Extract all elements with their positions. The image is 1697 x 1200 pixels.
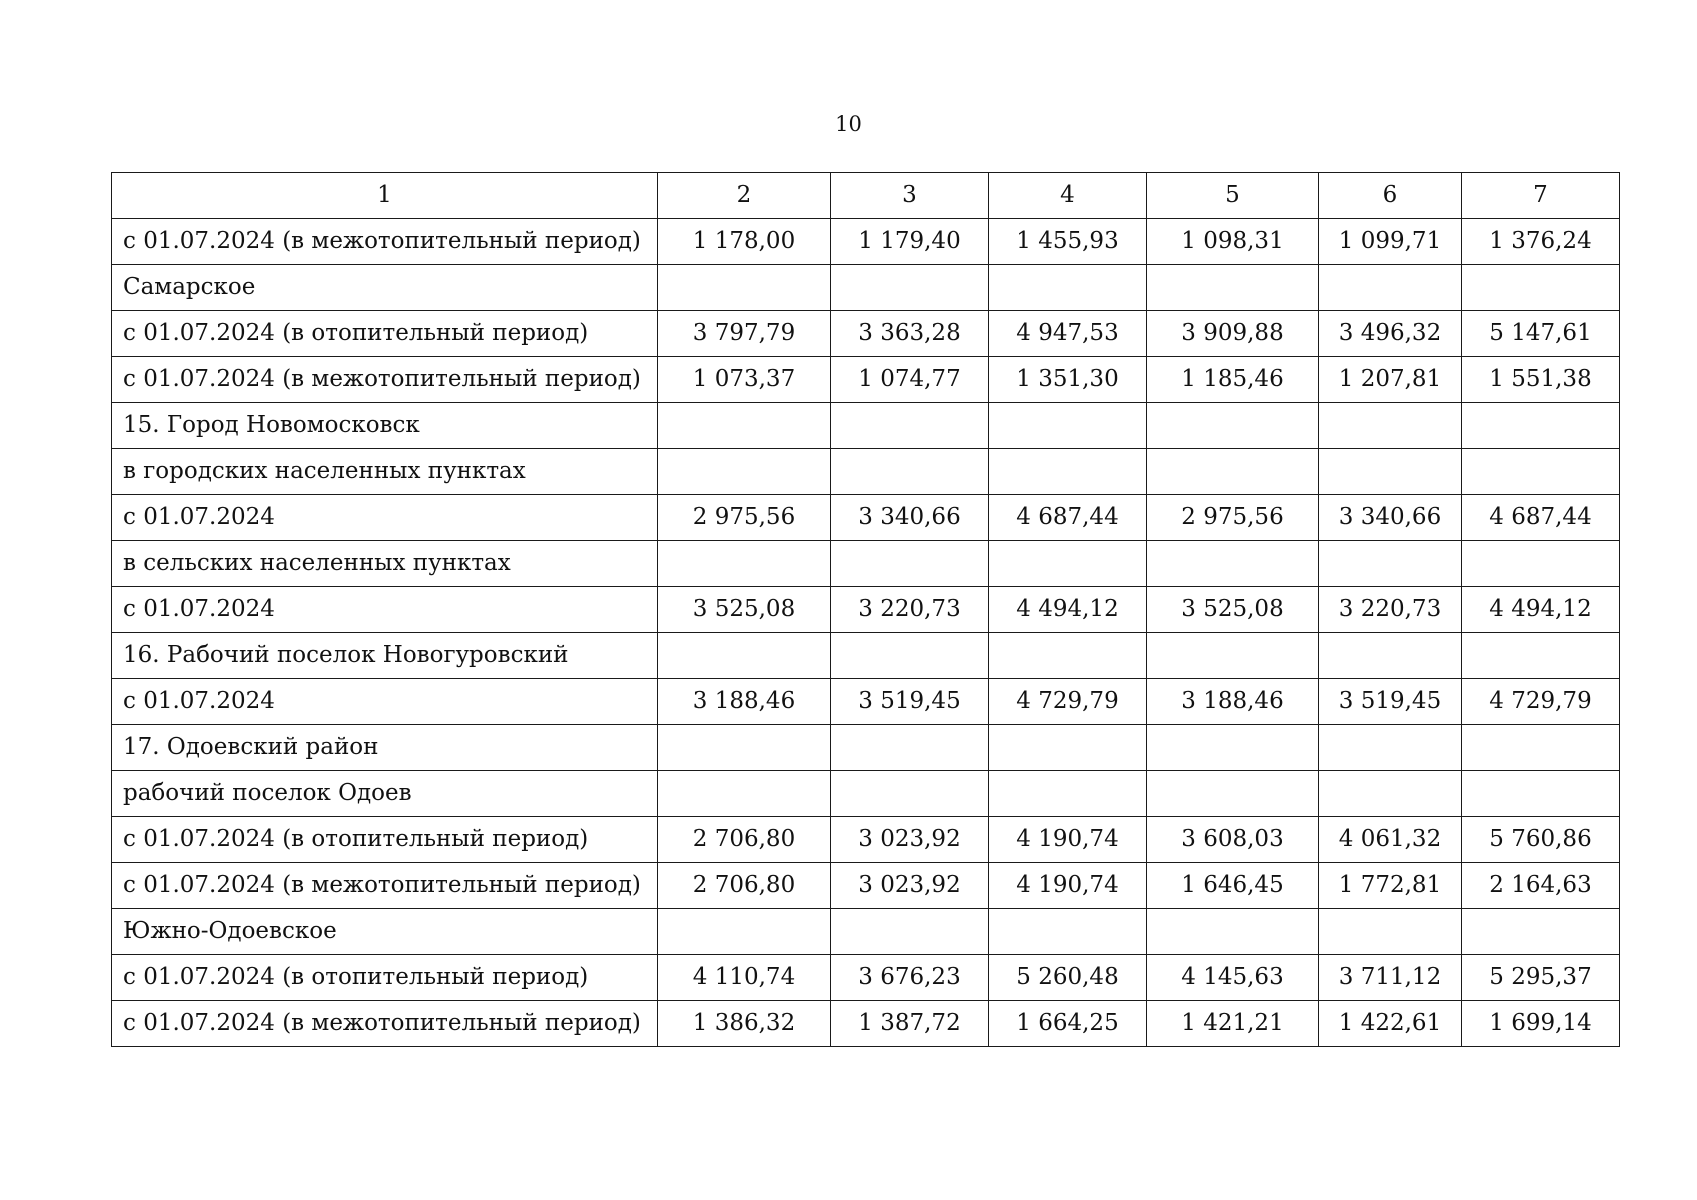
table-row xyxy=(112,863,1620,909)
value-cell xyxy=(658,541,831,587)
column-number-header: 5 xyxy=(1147,173,1319,219)
row-label-cell: 17. Одоевский район xyxy=(112,725,658,771)
value-cell: 4 494,12 xyxy=(1462,587,1620,633)
value-cell xyxy=(1462,449,1620,495)
value-cell: 1 178,00 xyxy=(658,219,831,265)
row-label-cell: с 01.07.2024 (в межотопительный период) xyxy=(112,1001,658,1047)
value-cell xyxy=(1462,403,1620,449)
value-cell xyxy=(1147,725,1319,771)
row-label-cell: с 01.07.2024 xyxy=(112,587,658,633)
table-row xyxy=(112,357,1620,403)
value-cell xyxy=(1462,909,1620,955)
value-cell: 4 729,79 xyxy=(989,679,1147,725)
value-cell xyxy=(1147,771,1319,817)
value-cell xyxy=(831,403,989,449)
value-cell xyxy=(1319,541,1462,587)
value-cell xyxy=(658,633,831,679)
value-cell xyxy=(989,725,1147,771)
row-label-cell: с 01.07.2024 xyxy=(112,679,658,725)
value-cell: 5 295,37 xyxy=(1462,955,1620,1001)
value-cell: 1 421,21 xyxy=(1147,1001,1319,1047)
value-cell: 3 525,08 xyxy=(1147,587,1319,633)
row-label-cell: с 01.07.2024 (в отопительный период) xyxy=(112,955,658,1001)
value-cell: 1 772,81 xyxy=(1319,863,1462,909)
value-cell xyxy=(831,725,989,771)
value-cell xyxy=(1319,909,1462,955)
value-cell: 3 023,92 xyxy=(831,863,989,909)
column-number-header: 6 xyxy=(1319,173,1462,219)
value-cell: 3 340,66 xyxy=(831,495,989,541)
value-cell: 1 551,38 xyxy=(1462,357,1620,403)
value-cell: 3 519,45 xyxy=(831,679,989,725)
table-row xyxy=(112,1001,1620,1047)
table-row xyxy=(112,311,1620,357)
value-cell xyxy=(989,403,1147,449)
value-cell: 1 386,32 xyxy=(658,1001,831,1047)
value-cell xyxy=(1462,633,1620,679)
value-cell: 3 608,03 xyxy=(1147,817,1319,863)
table-body xyxy=(112,173,1620,1047)
value-cell: 4 729,79 xyxy=(1462,679,1620,725)
value-cell: 1 646,45 xyxy=(1147,863,1319,909)
value-cell: 3 525,08 xyxy=(658,587,831,633)
table-row xyxy=(112,541,1620,587)
table-row xyxy=(112,403,1620,449)
value-cell xyxy=(1147,541,1319,587)
row-label-cell: с 01.07.2024 (в межотопительный период) xyxy=(112,357,658,403)
value-cell: 4 687,44 xyxy=(1462,495,1620,541)
value-cell: 2 975,56 xyxy=(1147,495,1319,541)
value-cell xyxy=(1147,403,1319,449)
value-cell: 4 190,74 xyxy=(989,863,1147,909)
value-cell: 2 975,56 xyxy=(658,495,831,541)
value-cell xyxy=(831,771,989,817)
column-number-header: 1 xyxy=(112,173,658,219)
table-row xyxy=(112,633,1620,679)
value-cell: 4 494,12 xyxy=(989,587,1147,633)
value-cell xyxy=(989,449,1147,495)
value-cell: 4 110,74 xyxy=(658,955,831,1001)
value-cell: 3 023,92 xyxy=(831,817,989,863)
row-label-cell: с 01.07.2024 xyxy=(112,495,658,541)
value-cell xyxy=(1319,725,1462,771)
value-cell xyxy=(1462,771,1620,817)
value-cell xyxy=(831,909,989,955)
value-cell: 4 145,63 xyxy=(1147,955,1319,1001)
value-cell: 3 519,45 xyxy=(1319,679,1462,725)
value-cell xyxy=(1319,403,1462,449)
value-cell xyxy=(1319,633,1462,679)
value-cell xyxy=(831,541,989,587)
value-cell: 2 706,80 xyxy=(658,817,831,863)
row-label-cell: в сельских населенных пунктах xyxy=(112,541,658,587)
value-cell: 3 676,23 xyxy=(831,955,989,1001)
value-cell xyxy=(989,909,1147,955)
table-row xyxy=(112,955,1620,1001)
value-cell: 1 179,40 xyxy=(831,219,989,265)
value-cell xyxy=(989,541,1147,587)
value-cell xyxy=(658,403,831,449)
value-cell xyxy=(831,265,989,311)
value-cell: 5 760,86 xyxy=(1462,817,1620,863)
value-cell xyxy=(658,909,831,955)
table-row xyxy=(112,679,1620,725)
value-cell: 1 099,71 xyxy=(1319,219,1462,265)
value-cell: 3 188,46 xyxy=(1147,679,1319,725)
value-cell xyxy=(989,771,1147,817)
value-cell: 2 706,80 xyxy=(658,863,831,909)
row-label-cell: с 01.07.2024 (в отопительный период) xyxy=(112,817,658,863)
value-cell xyxy=(1319,771,1462,817)
value-cell: 5 147,61 xyxy=(1462,311,1620,357)
row-label-cell: с 01.07.2024 (в межотопительный период) xyxy=(112,219,658,265)
value-cell: 1 073,37 xyxy=(658,357,831,403)
value-cell xyxy=(989,633,1147,679)
row-label-cell: с 01.07.2024 (в отопительный период) xyxy=(112,311,658,357)
value-cell: 4 061,32 xyxy=(1319,817,1462,863)
table-row xyxy=(112,219,1620,265)
value-cell xyxy=(831,633,989,679)
value-cell: 1 185,46 xyxy=(1147,357,1319,403)
row-label-cell: в городских населенных пунктах xyxy=(112,449,658,495)
value-cell xyxy=(1147,633,1319,679)
row-label-cell: 15. Город Новомосковск xyxy=(112,403,658,449)
table-header-row xyxy=(112,173,1620,219)
table-row xyxy=(112,725,1620,771)
row-label-cell: 16. Рабочий поселок Новогуровский xyxy=(112,633,658,679)
value-cell xyxy=(831,449,989,495)
value-cell xyxy=(658,265,831,311)
value-cell xyxy=(989,265,1147,311)
value-cell xyxy=(658,449,831,495)
row-label-cell: рабочий поселок Одоев xyxy=(112,771,658,817)
column-number-header: 7 xyxy=(1462,173,1620,219)
value-cell: 1 098,31 xyxy=(1147,219,1319,265)
value-cell: 3 909,88 xyxy=(1147,311,1319,357)
value-cell: 1 074,77 xyxy=(831,357,989,403)
value-cell: 4 687,44 xyxy=(989,495,1147,541)
value-cell: 3 340,66 xyxy=(1319,495,1462,541)
value-cell: 4 947,53 xyxy=(989,311,1147,357)
value-cell xyxy=(1319,449,1462,495)
table-row xyxy=(112,587,1620,633)
value-cell xyxy=(1147,265,1319,311)
value-cell: 3 496,32 xyxy=(1319,311,1462,357)
value-cell xyxy=(1147,449,1319,495)
value-cell xyxy=(658,771,831,817)
table-row xyxy=(112,265,1620,311)
value-cell: 3 363,28 xyxy=(831,311,989,357)
value-cell xyxy=(1462,725,1620,771)
tariff-table xyxy=(111,172,1620,1047)
row-label-cell: с 01.07.2024 (в межотопительный период) xyxy=(112,863,658,909)
value-cell: 5 260,48 xyxy=(989,955,1147,1001)
value-cell xyxy=(658,725,831,771)
page-number: 10 xyxy=(835,112,862,136)
value-cell: 1 207,81 xyxy=(1319,357,1462,403)
value-cell xyxy=(1319,265,1462,311)
value-cell: 1 351,30 xyxy=(989,357,1147,403)
value-cell: 1 699,14 xyxy=(1462,1001,1620,1047)
column-number-header: 4 xyxy=(989,173,1147,219)
value-cell: 4 190,74 xyxy=(989,817,1147,863)
table-row xyxy=(112,771,1620,817)
value-cell: 1 455,93 xyxy=(989,219,1147,265)
value-cell: 1 664,25 xyxy=(989,1001,1147,1047)
table-row xyxy=(112,909,1620,955)
row-label-cell: Самарское xyxy=(112,265,658,311)
row-label-cell: Южно-Одоевское xyxy=(112,909,658,955)
table-row xyxy=(112,449,1620,495)
value-cell: 3 711,12 xyxy=(1319,955,1462,1001)
table-row xyxy=(112,495,1620,541)
value-cell: 3 220,73 xyxy=(1319,587,1462,633)
tariff-table-container xyxy=(111,172,1619,1047)
value-cell: 2 164,63 xyxy=(1462,863,1620,909)
column-number-header: 2 xyxy=(658,173,831,219)
value-cell xyxy=(1462,265,1620,311)
value-cell: 1 387,72 xyxy=(831,1001,989,1047)
column-number-header: 3 xyxy=(831,173,989,219)
value-cell xyxy=(1147,909,1319,955)
table-row xyxy=(112,817,1620,863)
value-cell xyxy=(1462,541,1620,587)
value-cell: 3 188,46 xyxy=(658,679,831,725)
value-cell: 1 376,24 xyxy=(1462,219,1620,265)
value-cell: 3 797,79 xyxy=(658,311,831,357)
value-cell: 1 422,61 xyxy=(1319,1001,1462,1047)
value-cell: 3 220,73 xyxy=(831,587,989,633)
